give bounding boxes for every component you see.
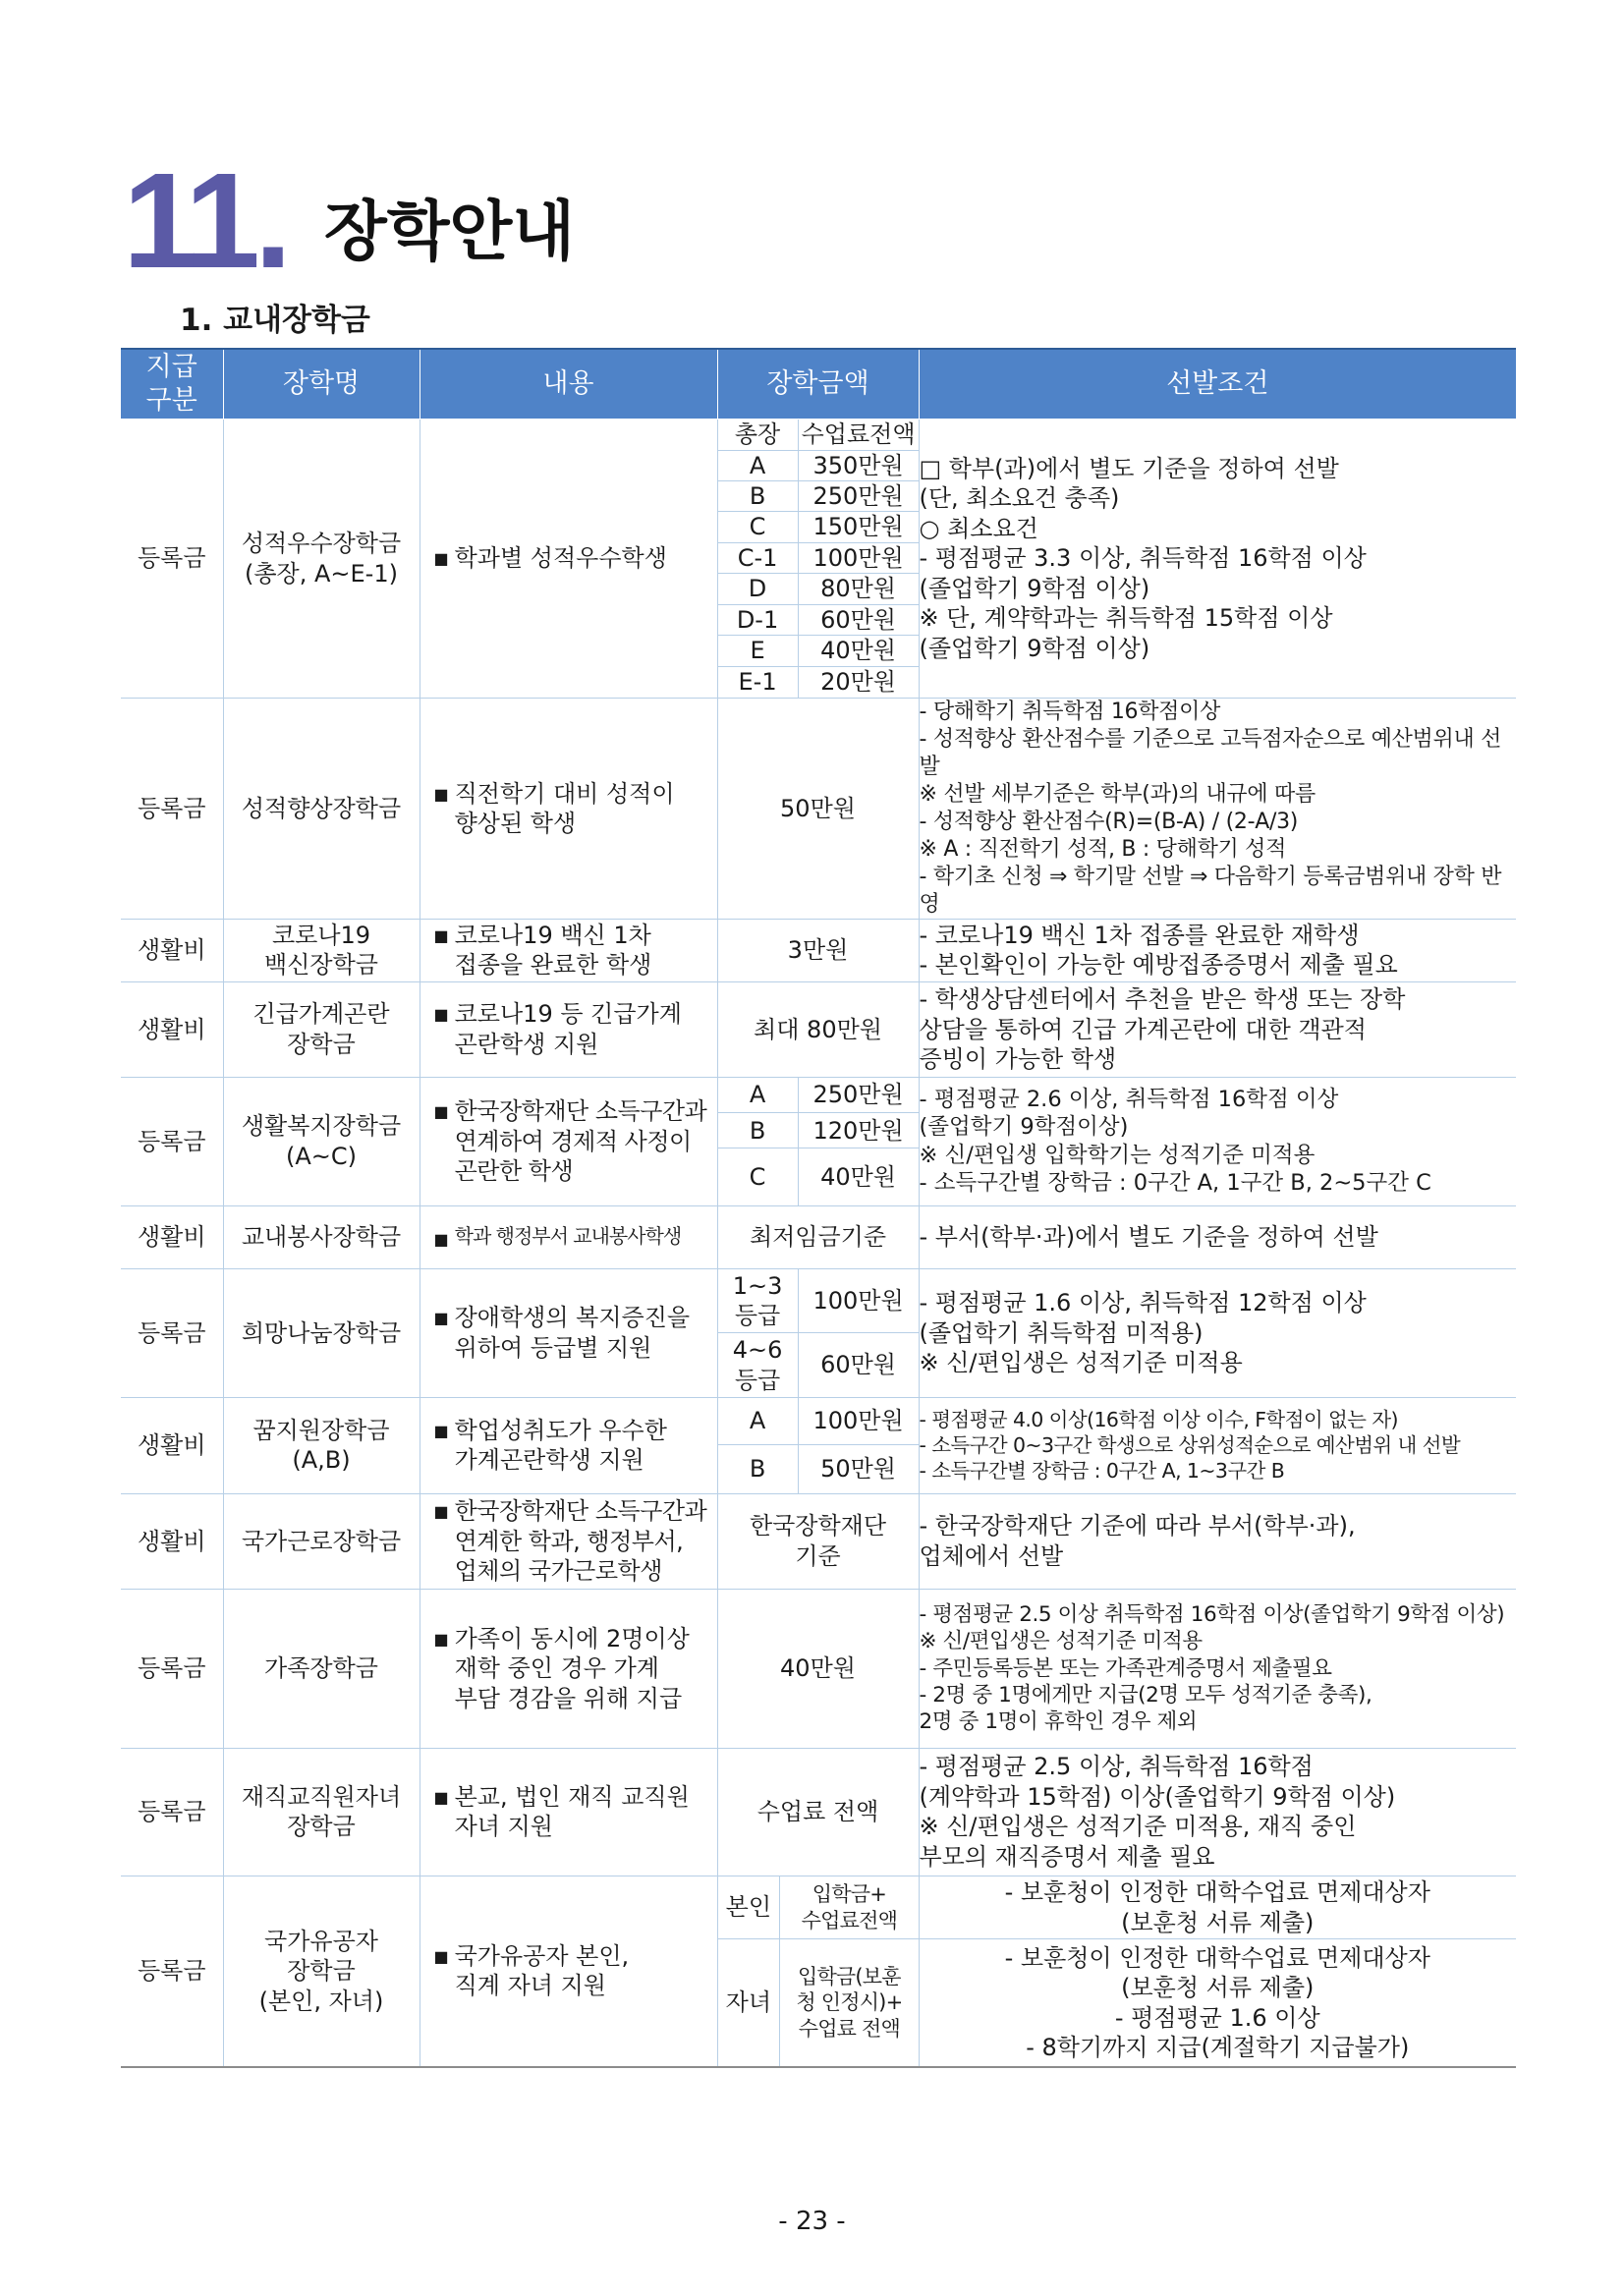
row-condition: - 한국장학재단 기준에 따라 부서(학부·과), 업체에서 선발: [919, 1493, 1516, 1589]
row-type: 생활비: [121, 1493, 223, 1589]
row-name: 재직교직원자녀 장학금: [223, 1748, 420, 1876]
row-name: 희망나눔장학금: [223, 1268, 420, 1397]
amount-grid: A 250만원 B 120만원 C 40만원: [718, 1078, 919, 1205]
row-content: ■ 학과별 성적우수학생: [420, 420, 717, 699]
subsection-title: 1. 교내장학금: [180, 303, 370, 338]
row-content: ■ 코로나19 백신 1차 접종을 완료한 학생: [420, 919, 717, 981]
bullet-square-icon: ■: [433, 1309, 449, 1328]
table-row: [121, 1589, 1516, 1748]
bullet-square-icon: ■: [433, 1230, 449, 1250]
header-name: 장학명: [223, 349, 420, 420]
bullet-square-icon: ■: [433, 1946, 449, 1966]
row-condition: - 부서(학부·과)에서 별도 기준을 정하여 선발: [919, 1205, 1516, 1268]
table-row: [121, 420, 1516, 699]
row-amount: 최저임금기준: [717, 1205, 919, 1268]
row-amount: [717, 1876, 919, 2067]
bullet-square-icon: ■: [433, 925, 449, 945]
row-type: 등록금: [121, 420, 223, 699]
table-row: [121, 1748, 1516, 1876]
bullet-square-icon: ■: [433, 1102, 449, 1122]
scholarship-table: [121, 348, 1516, 2068]
row-content: ■ 장애학생의 복지증진을 위하여 등급별 지원: [420, 1268, 717, 1397]
table-row: [121, 981, 1516, 1077]
row-content: ■ 국가유공자 본인, 직계 자녀 지원: [420, 1876, 717, 2067]
row-content: ■ 한국장학재단 소득구간과 연계하여 경제적 사정이 곤란한 학생: [420, 1077, 717, 1205]
row-amount: 40만원: [717, 1589, 919, 1748]
row-amount: 최대 80만원: [717, 981, 919, 1077]
row-name: 교내봉사장학금: [223, 1205, 420, 1268]
condition-grid: - 보훈청이 인정한 대학수업료 면제대상자 (보훈청 서류 제출) - 보훈청이 인정한 대학수업료 면제대상자 (보훈청 서류 제출) - 평점평균 1.6 이상 - 8학기까지 지급(계절학기 지급불가): [920, 1876, 1517, 2066]
table-row: [121, 919, 1516, 981]
bullet-square-icon: ■: [433, 1421, 449, 1440]
row-name: 국가근로장학금: [223, 1493, 420, 1589]
section-number: 11.: [123, 145, 287, 297]
row-amount: [717, 1077, 919, 1205]
row-condition: - 당해학기 취득학점 16학점이상 - 성적향상 환산점수를 기준으로 고득점자순으로 예산범위내 선발 ※ 선발 세부기준은 학부(과)의 내규에 따름 - 성적향상 환산점수(R)=(B-A) / (2-A/3) ※ A : 직전학기 성적, B : 당해학기 성적 - 학기초 신청 ⇒ 학기말 선발 ⇒ 다음학기 등록금범위내 장학 반영: [919, 699, 1516, 920]
table-row: [121, 699, 1516, 920]
row-condition: [919, 1876, 1516, 2067]
amount-grid: 본인 입학금+ 수업료전액 자녀 입학금(보훈 청 인정시)+ 수업료 전액: [718, 1876, 919, 2066]
row-amount: 50만원: [717, 699, 919, 920]
amount-grid: 총장 수업료전액 A 350만원 B 250만원 C 150만원 C-1 100만원 D 80만원 D-1 60만원 E 40만원 E-1 20만원: [718, 420, 919, 698]
row-condition: □ 학부(과)에서 별도 기준을 정하여 선발 (단, 최소요건 충족) ○ 최소요건 - 평점평균 3.3 이상, 취득학점 16학점 이상 (졸업학기 9학점 이상) ※ 단, 계약학과는 취득학점 15학점 이상 (졸업학기 9학점 이상): [919, 420, 1516, 699]
row-content: ■ 한국장학재단 소득구간과 연계한 학과, 행정부서, 업체의 국가근로학생: [420, 1493, 717, 1589]
row-condition: - 학생상담센터에서 추천을 받은 학생 또는 장학 상담을 통하여 긴급 가계곤란에 대한 객관적 증빙이 가능한 학생: [919, 981, 1516, 1077]
table-row: [121, 1205, 1516, 1268]
row-type: 생활비: [121, 1205, 223, 1268]
row-amount: [717, 420, 919, 699]
row-condition: - 평점평균 2.5 이상, 취득학점 16학점 (계약학과 15학점) 이상(졸업학기 9학점 이상) ※ 신/편입생은 성적기준 미적용, 재직 중인 부모의 재직증명서 제출 필요: [919, 1748, 1516, 1876]
row-type: 등록금: [121, 699, 223, 920]
table-row: [121, 1268, 1516, 1397]
page-number: - 23 -: [778, 2207, 846, 2236]
amount-grid: 1~3 등급 100만원 4~6 등급 60만원: [718, 1269, 919, 1397]
section-title: 장학안내: [324, 194, 576, 269]
row-name: 성적우수장학금 (총장, A~E-1): [223, 420, 420, 699]
row-name: 성적향상장학금: [223, 699, 420, 920]
row-type: 등록금: [121, 1077, 223, 1205]
table-row: [121, 1876, 1516, 2067]
header-amount: 장학금액: [717, 349, 919, 420]
row-type: 등록금: [121, 1268, 223, 1397]
row-content: ■ 가족이 동시에 2명이상 재학 중인 경우 가계 부담 경감을 위해 지급: [420, 1589, 717, 1748]
row-name: 긴급가계곤란 장학금: [223, 981, 420, 1077]
table-row: [121, 1077, 1516, 1205]
row-amount: [717, 1268, 919, 1397]
row-content: ■ 직전학기 대비 성적이 향상된 학생: [420, 699, 717, 920]
row-amount: 3만원: [717, 919, 919, 981]
row-name: 생활복지장학금 (A~C): [223, 1077, 420, 1205]
row-condition: - 코로나19 백신 1차 접종를 완료한 재학생 - 본인확인이 가능한 예방접종증명서 제출 필요: [919, 919, 1516, 981]
row-condition: - 평점평균 1.6 이상, 취득학점 12학점 이상 (졸업학기 취득학점 미적용) ※ 신/편입생은 성적기준 미적용: [919, 1268, 1516, 1397]
row-name: 꿈지원장학금 (A,B): [223, 1397, 420, 1493]
row-amount: 한국장학재단 기준: [717, 1493, 919, 1589]
row-amount: [717, 1397, 919, 1493]
row-content: ■ 학과 행정부서 교내봉사학생: [420, 1205, 717, 1268]
header-condition: 선발조건: [919, 349, 1516, 420]
table-row: [121, 1397, 1516, 1493]
bullet-square-icon: ■: [433, 1787, 449, 1807]
row-type: 생활비: [121, 981, 223, 1077]
bullet-square-icon: ■: [433, 1005, 449, 1025]
row-condition: - 평점평균 2.5 이상 취득학점 16학점 이상(졸업학기 9학점 이상) ※ 신/편입생은 성적기준 미적용 - 주민등록등본 또는 가족관계증명서 제출필요 - 2명 중 1명에게만 지급(2명 모두 성적기준 충족), 2명 중 1명이 휴학인 경우 제외: [919, 1589, 1516, 1748]
row-content: ■ 코로나19 등 긴급가계 곤란학생 지원: [420, 981, 717, 1077]
row-name: 가족장학금: [223, 1589, 420, 1748]
row-content: ■ 학업성취도가 우수한 가계곤란학생 지원: [420, 1397, 717, 1493]
row-amount: 수업료 전액: [717, 1748, 919, 1876]
row-type: 등록금: [121, 1876, 223, 2067]
row-content: ■ 본교, 법인 재직 교직원 자녀 지원: [420, 1748, 717, 1876]
table-header-row: [121, 349, 1516, 420]
row-type: 등록금: [121, 1748, 223, 1876]
amount-grid: A 100만원 B 50만원: [718, 1398, 919, 1493]
row-condition: - 평점평균 4.0 이상(16학점 이상 이수, F학점이 없는 자) - 소득구간 0~3구간 학생으로 상위성적순으로 예산범위 내 선발 - 소득구간별 장학금 : 0구간 A, 1~3구간 B: [919, 1397, 1516, 1493]
row-name: 코로나19 백신장학금: [223, 919, 420, 981]
bullet-square-icon: ■: [433, 1502, 449, 1522]
bullet-square-icon: ■: [433, 784, 449, 804]
row-type: 생활비: [121, 919, 223, 981]
header-type: 지급 구분: [121, 349, 223, 420]
bullet-square-icon: ■: [433, 1629, 449, 1649]
row-type: 등록금: [121, 1589, 223, 1748]
row-type: 생활비: [121, 1397, 223, 1493]
header-content: 내용: [420, 349, 717, 420]
row-name: 국가유공자 장학금 (본인, 자녀): [223, 1876, 420, 2067]
row-condition: - 평점평균 2.6 이상, 취득학점 16학점 이상 (졸업학기 9학점이상) ※ 신/편입생 입학학기는 성적기준 미적용 - 소득구간별 장학금 : 0구간 A, 1구간 B, 2~5구간 C: [919, 1077, 1516, 1205]
table-row: [121, 1493, 1516, 1589]
bullet-square-icon: ■: [433, 549, 449, 569]
